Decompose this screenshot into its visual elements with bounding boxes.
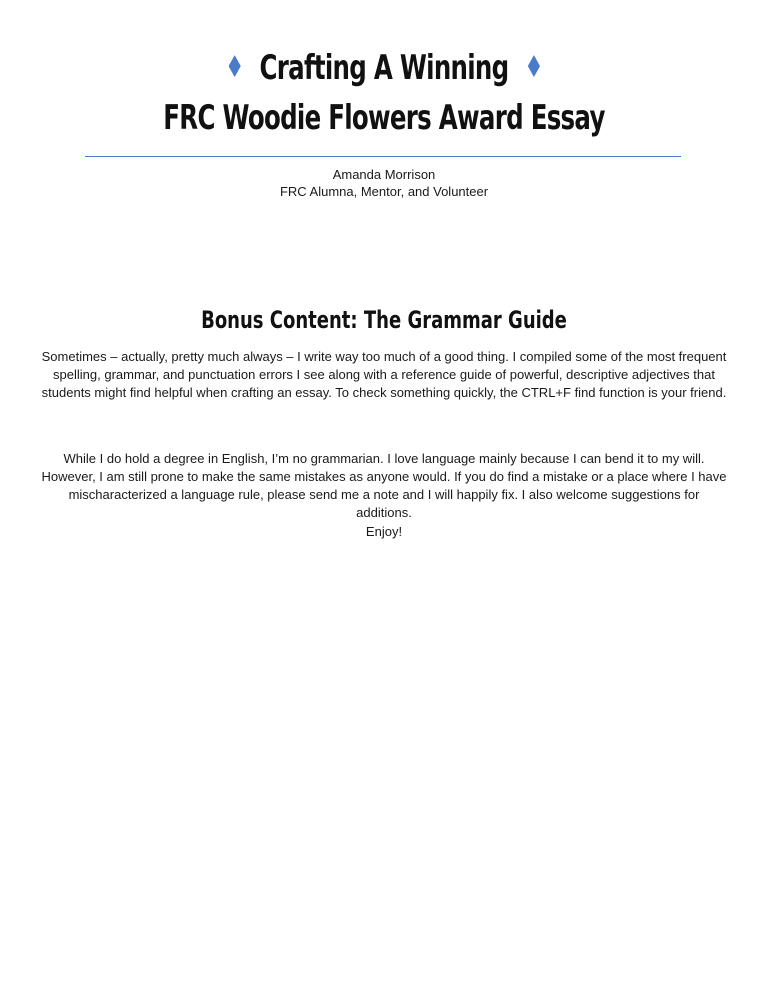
- author-role: FRC Alumna, Mentor, and Volunteer: [279, 184, 489, 199]
- section-heading: Bonus Content: The Grammar Guide: [201, 306, 567, 334]
- diamond-icon: ♦: [225, 50, 244, 85]
- intro-paragraph: Sometimes – actually, pretty much always – I write way too much of a good thing. I compiled some of the most frequent spelling, grammar, and punctuation errors I see along with a reference guide of powerful, descriptive adjectives that students might find helpful when crafting an essay. To check something quickly, the CTRL+F find function is your friend.: [41, 349, 727, 400]
- document-title-line2: FRC Woodie Flowers Award Essay: [163, 98, 605, 138]
- document-title-line1: [108, 48, 661, 88]
- diamond-icon: ♦: [524, 50, 543, 85]
- closing-line: Enjoy!: [365, 524, 403, 539]
- title-text-line1: Crafting A Winning: [259, 48, 509, 88]
- title-divider: [85, 156, 681, 157]
- disclaimer-paragraph: While I do hold a degree in English, I’m no grammarian. I love language mainly because I can bend it to my will. However, I am still prone to make the same mistakes as anyone would. If you do find a mistake or a place where I have mischaracterized a language rule, please send me a note and I will happily fix. I also welcome suggestions for additions.: [41, 451, 727, 520]
- author-name: Amanda Morrison: [332, 167, 436, 182]
- author-block: [0, 166, 768, 200]
